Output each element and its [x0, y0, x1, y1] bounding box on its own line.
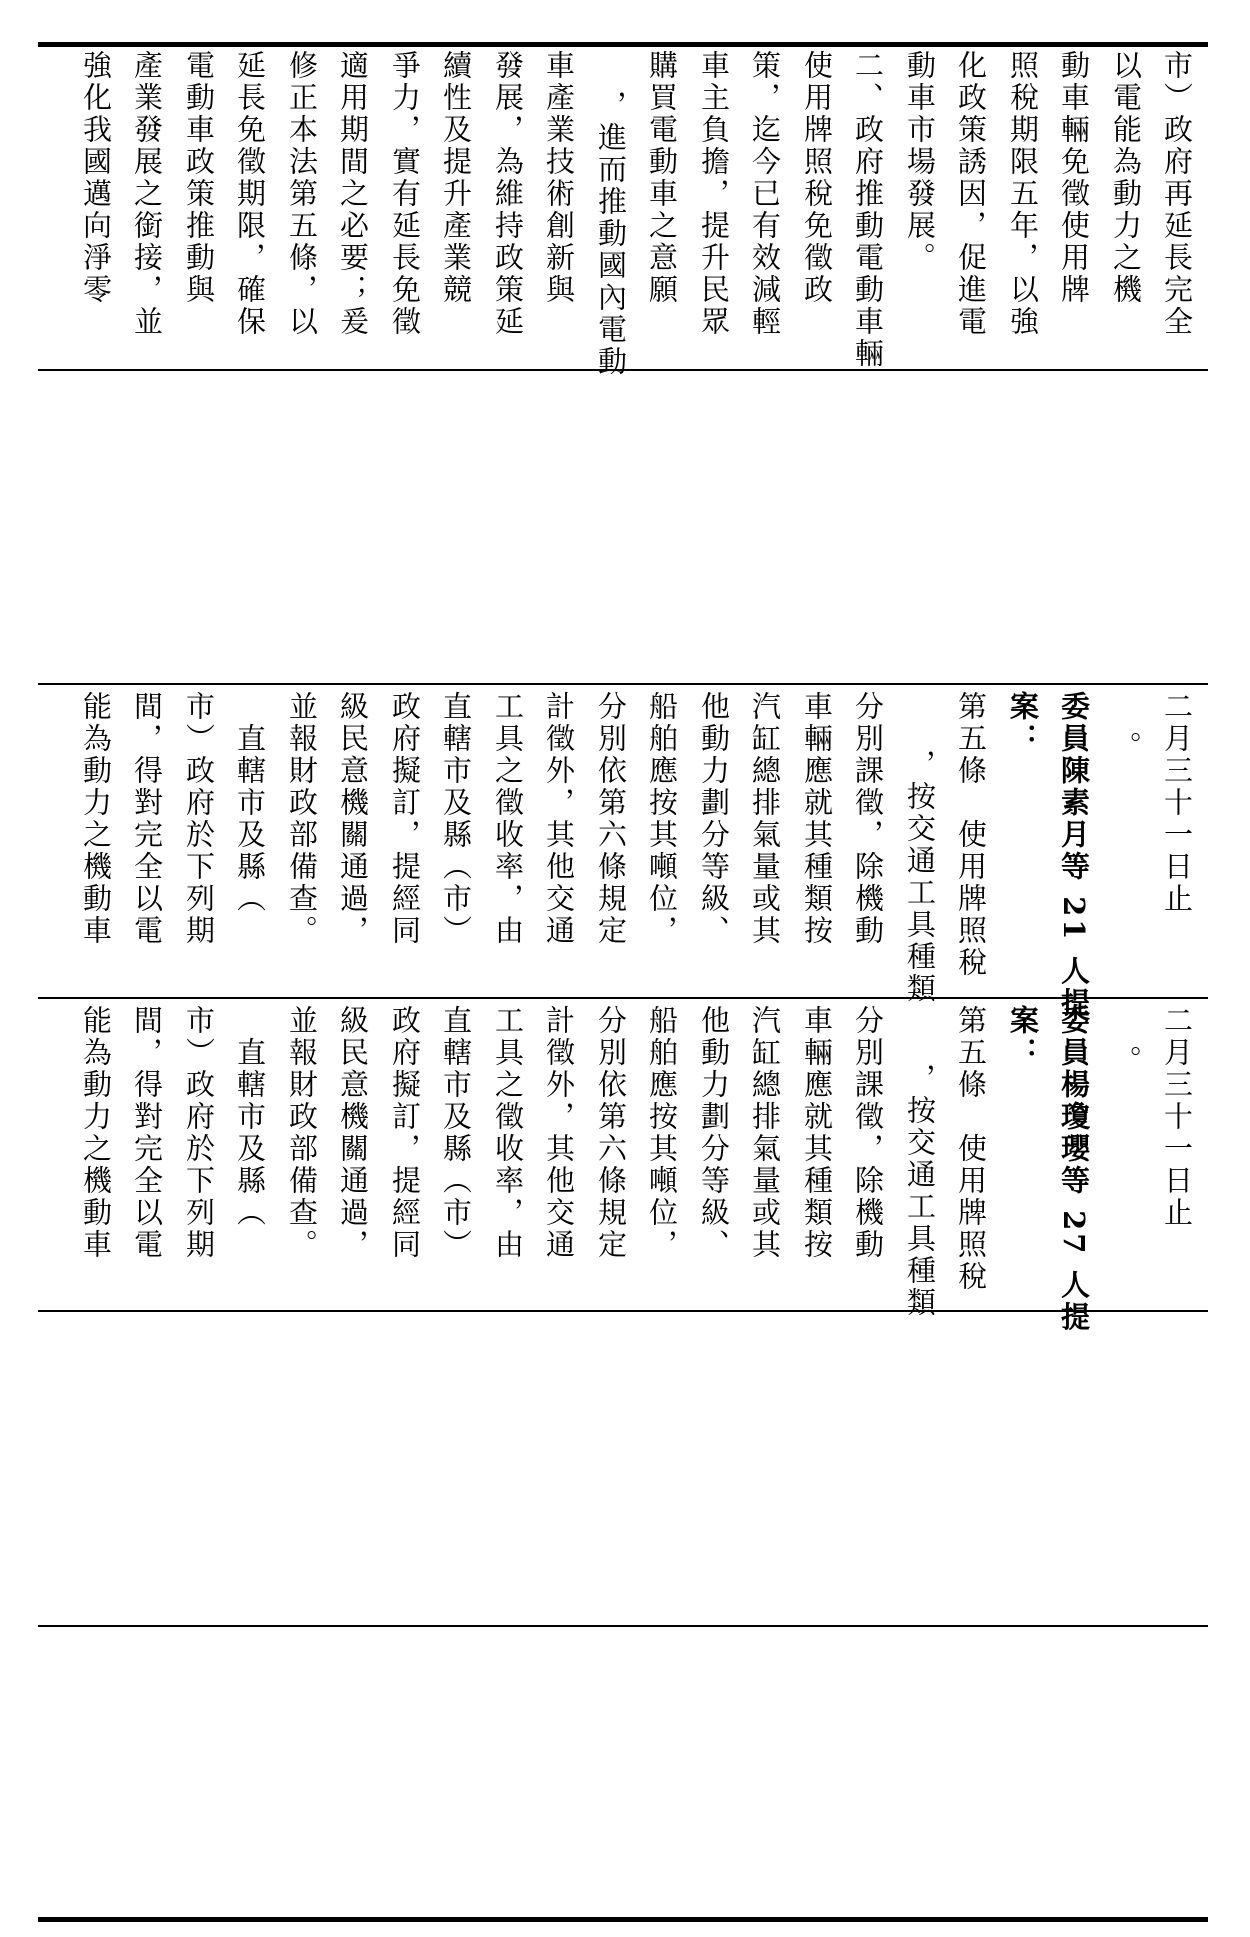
section-yang-line: ，按交通工具種類 [903, 1063, 937, 1319]
section-top-line: 二、政府推動電動車輛 [851, 50, 885, 370]
section-yang-line: 船舶應按其噸位， [645, 1005, 679, 1261]
section-chen-proposal [38, 691, 1208, 1020]
section-chen-line: 二月三十一日止 [1160, 691, 1194, 915]
section-chen-line: 車輛應就其種類按 [800, 691, 834, 947]
section-chen-line: 直轄市及縣（ [233, 691, 267, 915]
section-top-line: 動車輛免徵使用牌 [1057, 50, 1091, 306]
section-yang-line: 他動力劃分等級、 [697, 1005, 731, 1261]
divider-rule-3 [38, 997, 1208, 999]
section-yang-line: 計徵外，其他交通 [542, 1005, 576, 1261]
section-yang-proposal [38, 1005, 1208, 1334]
section-yang-line: 分別依第六條規定 [594, 1005, 628, 1261]
section-top-line: ，進而推動國內電動 [594, 90, 628, 378]
section-yang-line: 級民意機關通過， [336, 1005, 370, 1261]
section-top-line: 修正本法第五條，以 [285, 50, 319, 338]
section-top-line: 策，迄今已有效減輕 [748, 50, 782, 338]
section-yang-line: 車輛應就其種類按 [800, 1005, 834, 1261]
section-yang-line: 並報財政部備查。 [285, 1005, 319, 1261]
section-chen-line: 計徵外，其他交通 [542, 691, 576, 947]
section-yang-line: 直轄市及縣（市） [439, 1005, 473, 1261]
section-top-line: 爭力，實有延長免徵 [388, 50, 422, 338]
section-top-line: 車產業技術創新與 [542, 50, 576, 306]
section-top-line: 發展，為維持政策延 [491, 50, 525, 338]
section-top-line: 強化我國邁向淨零 [79, 50, 113, 306]
section-yang-line: 汽缸總排氣量或其 [748, 1005, 782, 1261]
divider-rule-2 [38, 683, 1208, 685]
section-chen-line: 並報財政部備查。 [285, 691, 319, 947]
section-chen-line: 。 [1109, 731, 1143, 763]
section-chen-line: 政府擬訂，提經同 [388, 691, 422, 947]
section-chen-line: 分別依第六條規定 [594, 691, 628, 947]
section-yang-line: 第五條 使用牌照稅 [954, 1005, 988, 1293]
section-yang-line: 直轄市及縣（ [233, 1005, 267, 1229]
section-chen-line: 第五條 使用牌照稅 [954, 691, 988, 979]
section-chen-line: 他動力劃分等級、 [697, 691, 731, 947]
section-top-line: 以電能為動力之機 [1109, 50, 1143, 306]
section-top-line: 動車市場發展。 [903, 50, 937, 274]
section-yang-line: 市）政府於下列期 [182, 1005, 216, 1261]
section-top-line: 使用牌照稅免徵政 [800, 50, 834, 306]
section-yang-line: 能為動力之機動車 [79, 1005, 113, 1261]
section-yang-line: 二月三十一日止 [1160, 1005, 1194, 1229]
section-chen-line: 汽缸總排氣量或其 [748, 691, 782, 947]
top-rule [38, 42, 1208, 47]
bottom-rule [38, 1917, 1208, 1922]
section-chen-line: 直轄市及縣（市） [439, 691, 473, 947]
section-yang-line: 工具之徵收率，由 [491, 1005, 525, 1261]
section-yang-line: 分別課徵，除機動 [851, 1005, 885, 1261]
section-top-line: 續性及提升產業競 [439, 50, 473, 306]
section-top-line: 市）政府再延長完全 [1160, 50, 1194, 338]
section-top-line: 化政策誘因，促進電 [954, 50, 988, 338]
section-chen-line: 能為動力之機動車 [79, 691, 113, 947]
section-chen-line: ，按交通工具種類 [903, 749, 937, 1005]
section-top-line: 產業發展之銜接，並 [130, 50, 164, 338]
section-top-line: 照稅期限五年，以強 [1006, 50, 1040, 338]
section-yang-line: 。 [1109, 1045, 1143, 1077]
section-yang-line: 間，得對完全以電 [130, 1005, 164, 1261]
section-top-line: 適用期間之必要；爰 [336, 50, 370, 338]
section-chen-line: 分別課徵，除機動 [851, 691, 885, 947]
section-top-line: 購買電動車之意願 [645, 50, 679, 306]
section-chen-line: 案： [1006, 691, 1040, 755]
section-yang-line: 案： [1006, 1005, 1040, 1069]
section-yang-line: 委員楊瓊瓔等 27 人提 [1057, 1005, 1091, 1334]
section-top-text [38, 50, 1208, 378]
section-chen-line: 間，得對完全以電 [130, 691, 164, 947]
section-top-line: 延長免徵期限，確保 [233, 50, 267, 338]
divider-rule-5 [38, 1625, 1208, 1627]
divider-rule-4 [38, 1310, 1208, 1312]
section-chen-line: 委員陳素月等 21 人提 [1057, 691, 1091, 1020]
section-top-line: 電動車政策推動與 [182, 50, 216, 306]
section-chen-line: 船舶應按其噸位， [645, 691, 679, 947]
section-chen-line: 工具之徵收率，由 [491, 691, 525, 947]
section-chen-line: 市）政府於下列期 [182, 691, 216, 947]
section-yang-line: 政府擬訂，提經同 [388, 1005, 422, 1261]
section-top-line: 車主負擔，提升民眾 [697, 50, 731, 338]
section-chen-line: 級民意機關通過， [336, 691, 370, 947]
